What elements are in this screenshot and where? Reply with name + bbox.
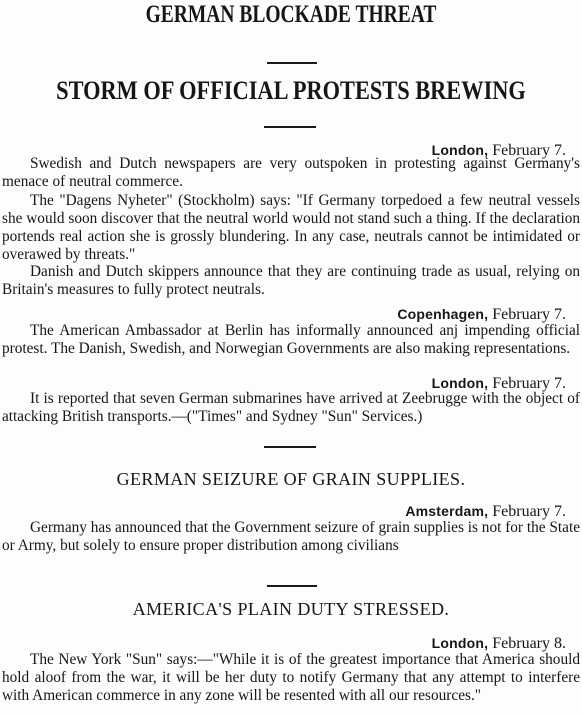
dateline-city: London,	[431, 635, 489, 651]
subheadline: STORM OF OFFICIAL PROTESTS BREWING	[56, 76, 526, 105]
article-paragraph: Danish and Dutch skippers announce that they are continuing trade as usual, relying on Britain's measures to fully protect neutrals.	[2, 263, 580, 298]
dateline-date: February 7.	[492, 503, 566, 520]
article-paragraph: Germany has announced that the Government seizure of grain supplies is not for the State or Army, but solely to ensure proper distribution among civilians	[2, 519, 580, 554]
article-paragraph: The American Ambassador at Berlin has informally announced anj impending official protest. The Danish, Swedish, and Norwegian Governments are also making representations.	[2, 322, 580, 357]
dateline-date: February 8.	[492, 635, 566, 652]
headline: GERMAN BLOCKADE THREAT	[145, 1, 437, 28]
article-paragraph: The "Dagens Nyheter" (Stockholm) says: "If Germany torpedoed a few neutral vessels she would soon discover that the neutral world would not stand such a thing. If the declaration portends real action she is grossly blundering. In any case, neutrals cannot be intimidated or overawed by threats."	[2, 192, 580, 263]
dateline-date: February 7.	[492, 306, 566, 323]
dateline-city: London,	[431, 142, 489, 158]
article-paragraph: Swedish and Dutch newspapers are very outspoken in protesting against Germany's menace of neutral commerce.	[2, 155, 580, 190]
dateline-city: Amsterdam,	[405, 503, 489, 519]
dateline-city: Copenhagen,	[397, 306, 489, 322]
article-paragraph: The New York "Sun" says:—"While it is of the greatest importance that America should hold aloof from the war, it will be her duty to notify Germany that any attempt to interfere with American commerce in any zone will be resented with all our resources."	[2, 651, 580, 704]
section-rule	[264, 446, 316, 448]
dateline-date: February 7.	[492, 375, 566, 392]
section-rule	[267, 585, 317, 587]
article-paragraph: It is reported that seven German submarines have arrived at Zeebrugge with the object of attacking British transports.—("Times" and Sydney "Sun" Services.)	[2, 390, 580, 425]
section-heading: GERMAN SEIZURE OF GRAIN SUPPLIES.	[116, 469, 466, 489]
section-heading: AMERICA'S PLAIN DUTY STRESSED.	[132, 599, 450, 619]
headline-rule	[267, 62, 317, 64]
dateline-date: February 7.	[492, 142, 566, 159]
subheadline-rule	[264, 126, 316, 128]
dateline-city: London,	[431, 375, 489, 391]
